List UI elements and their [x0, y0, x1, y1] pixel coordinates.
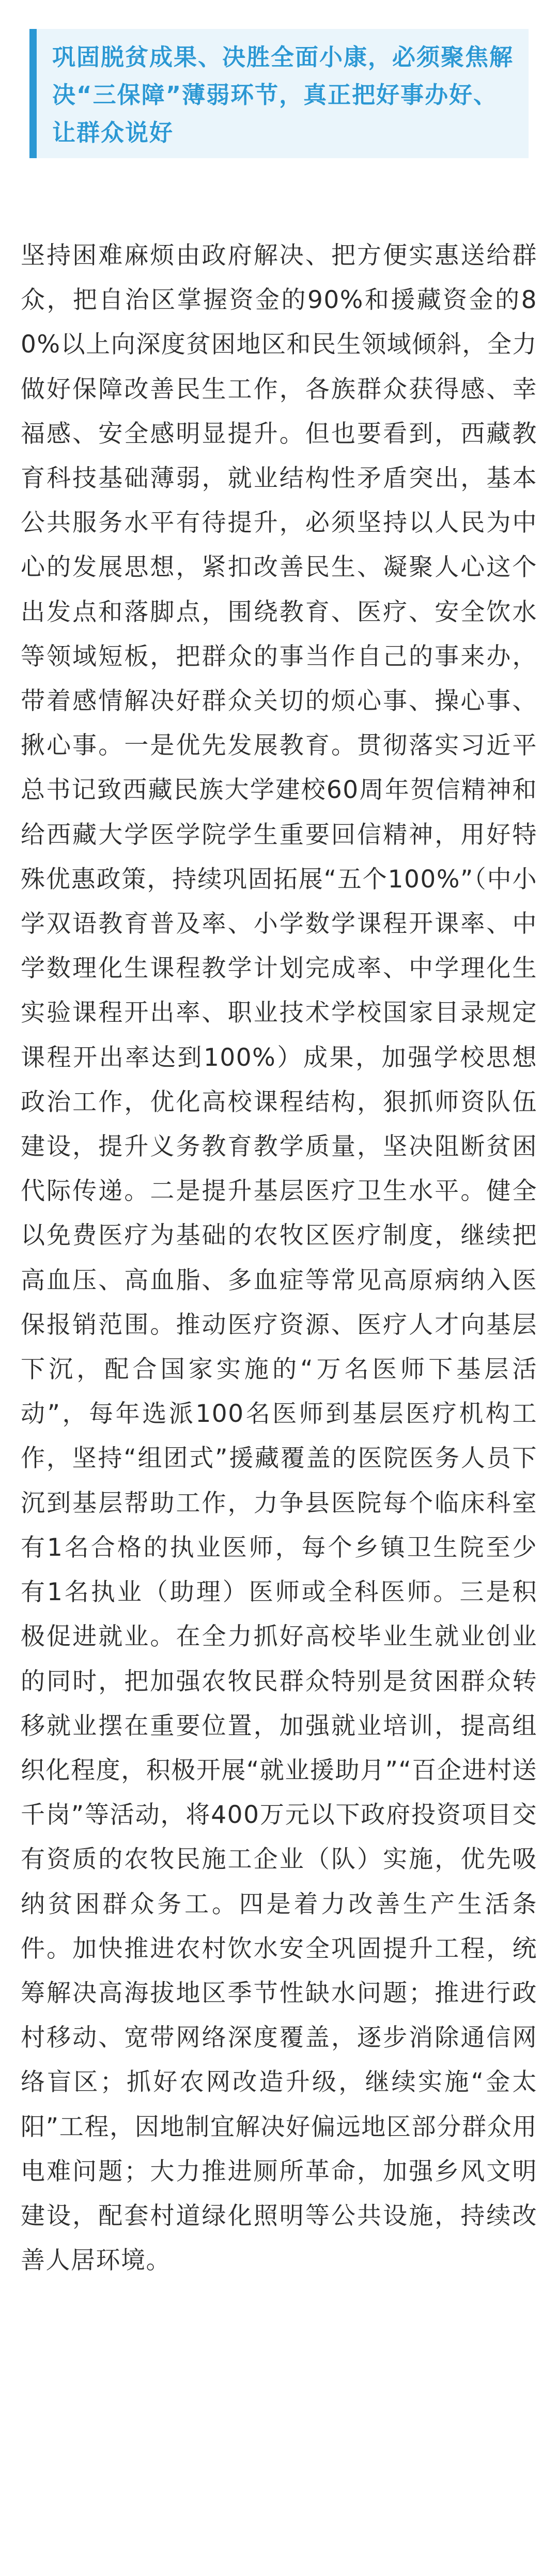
headline: 巩固脱贫成果、决胜全面小康，必须聚焦解决“三保障”薄弱环节，真正把好事办好、让群众说好: [52, 43, 514, 146]
headline-box: [29, 29, 529, 158]
article-body: 坚持困难麻烦由政府解决、把方便实惠送给群众，把自治区掌握资金的90%和援藏资金的80%以上向深度贫困地区和民生领域倾斜，全力做好保障改善民生工作，各族群众获得感、幸福感、安全感明显提升。但也要看到，西藏教育科技基础薄弱，就业结构性矛盾突出，基本公共服务水平有待提升，必须坚持以人民为中心的发展思想，紧扣改善民生、凝聚人心这个出发点和落脚点，围绕教育、医疗、安全饮水等领域短板，把群众的事当作自己的事来办，带着感情解决好群众关切的烦心事、操心事、揪心事。一是优先发展教育。贯彻落实习近平总书记致西藏民族大学建校60周年贺信精神和给西藏大学医学院学生重要回信精神，用好特殊优惠政策，持续巩固拓展“五个100%”（中小学双语教育普及率、小学数学课程开课率、中学数理化生课程教学计划完成率、中学理化生实验课程开出率、职业技术学校国家目录规定课程开出率达到100%）成果，加强学校思想政治工作，优化高校课程结构，狠抓师资队伍建设，提升义务教育教学质量，坚决阻断贫困代际传递。二是提升基层医疗卫生水平。健全以免费医疗为基础的农牧区医疗制度，继续把高血压、高血脂、多血症等常见高原病纳入医保报销范围。推动医疗资源、医疗人才向基层下沉，配合国家实施的“万名医师下基层活动”，每年选派100名医师到基层医疗机构工作，坚持“组团式”援藏覆盖的医院医务人员下沉到基层帮助工作，力争县医院每个临床科室有1名合格的执业医师，每个乡镇卫生院至少有1名执业（助理）医师或全科医师。三是积极促进就业。在全力抓好高校毕业生就业创业的同时，把加强农牧民群众特别是贫困群众转移就业摆在重要位置，加强就业培训，提高组织化程度，积极开展“就业援助月”“百企进村送千岗”等活动，将400万元以下政府投资项目交有资质的农牧民施工企业（队）实施，优先吸纳贫困群众务工。四是着力改善生产生活条件。加快推进农村饮水安全巩固提升工程，统筹解决高海拔地区季节性缺水问题；推进行政村移动、宽带网络深度覆盖，逐步消除通信网络盲区；抓好农网改造升级，继续实施“金太阳”工程，因地制宜解决好偏远地区部分群众用电难问题；大力推进厕所革命，加强乡风文明建设，配套村道绿化照明等公共设施，持续改善人居环境。: [21, 241, 537, 2275]
